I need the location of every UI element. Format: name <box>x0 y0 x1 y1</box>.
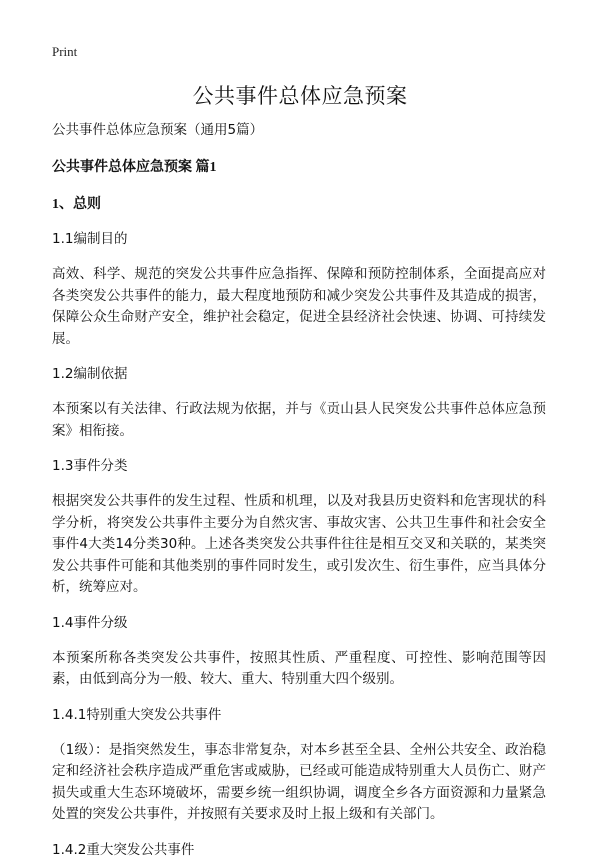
heading-purpose: 1.1编制目的 <box>52 231 128 247</box>
paragraph-purpose: 高效、科学、规范的突发公共事件应急指挥、保障和预防控制体系，全面提高应对各类突发公共事件的能力，最大程度地预防和减少突发公共事件及其造成的损害，保障公众生命财产安全，维护社会稳定，促进全县经济社会快速、协调、可持续发展。 <box>52 266 546 347</box>
page-title: 公共事件总体应急预案 <box>192 84 408 108</box>
part-title: 公共事件总体应急预案 篇1 <box>52 160 217 175</box>
heading-basis: 1.2编制依据 <box>52 366 128 382</box>
print-link[interactable]: Print <box>52 44 78 59</box>
heading-classification: 1.3事件分类 <box>52 458 128 474</box>
paragraph-grading: 本预案所称各类突发公共事件，按照其性质、严重程度、可控性、影响范围等因素，由低到高分为一般、较大、重大、特别重大四个级别。 <box>52 649 546 687</box>
section-heading-general: 1、总则 <box>52 197 101 212</box>
paragraph-classification: 根据突发公共事件的发生过程、性质和机理，以及对我县历史资料和危害现状的科学分析，将突发公共事件主要分为自然灾害、事故灾害、公共卫生事件和社会安全事件4大类14分类30种。上述各类突发公共事件往往是相互交叉和关联的，某类突发公共事件可能和其他类别的事件同时发生，或引发次生、衍生事件，应当具体分析，统筹应对。 <box>52 493 546 595</box>
heading-level-1: 1.4.1特别重大突发公共事件 <box>52 706 222 723</box>
document-body <box>52 120 546 861</box>
paragraph-level-1: （1级）：是指突然发生，事态非常复杂，对本乡甚至全县、全州公共安全、政治稳定和经济社会秩序造成严重危害或威胁，已经或可能造成特别重大人员伤亡、财产损失或重大生态环境破坏，需要乡统一组织协调，调度全乡各方面资源和力量紧急处置的突发公共事件，并按照有关要求及时上报上级和有关部门。 <box>52 741 546 822</box>
paragraph-basis: 本预案以有关法律、行政法规为依据，并与《贡山县人民突发公共事件总体应急预案》相衔接。 <box>52 401 546 439</box>
document-subtitle: 公共事件总体应急预案（通用5篇） <box>52 122 264 138</box>
heading-level-2: 1.4.2重大突发公共事件 <box>52 841 195 858</box>
heading-grading: 1.4事件分级 <box>52 614 128 631</box>
